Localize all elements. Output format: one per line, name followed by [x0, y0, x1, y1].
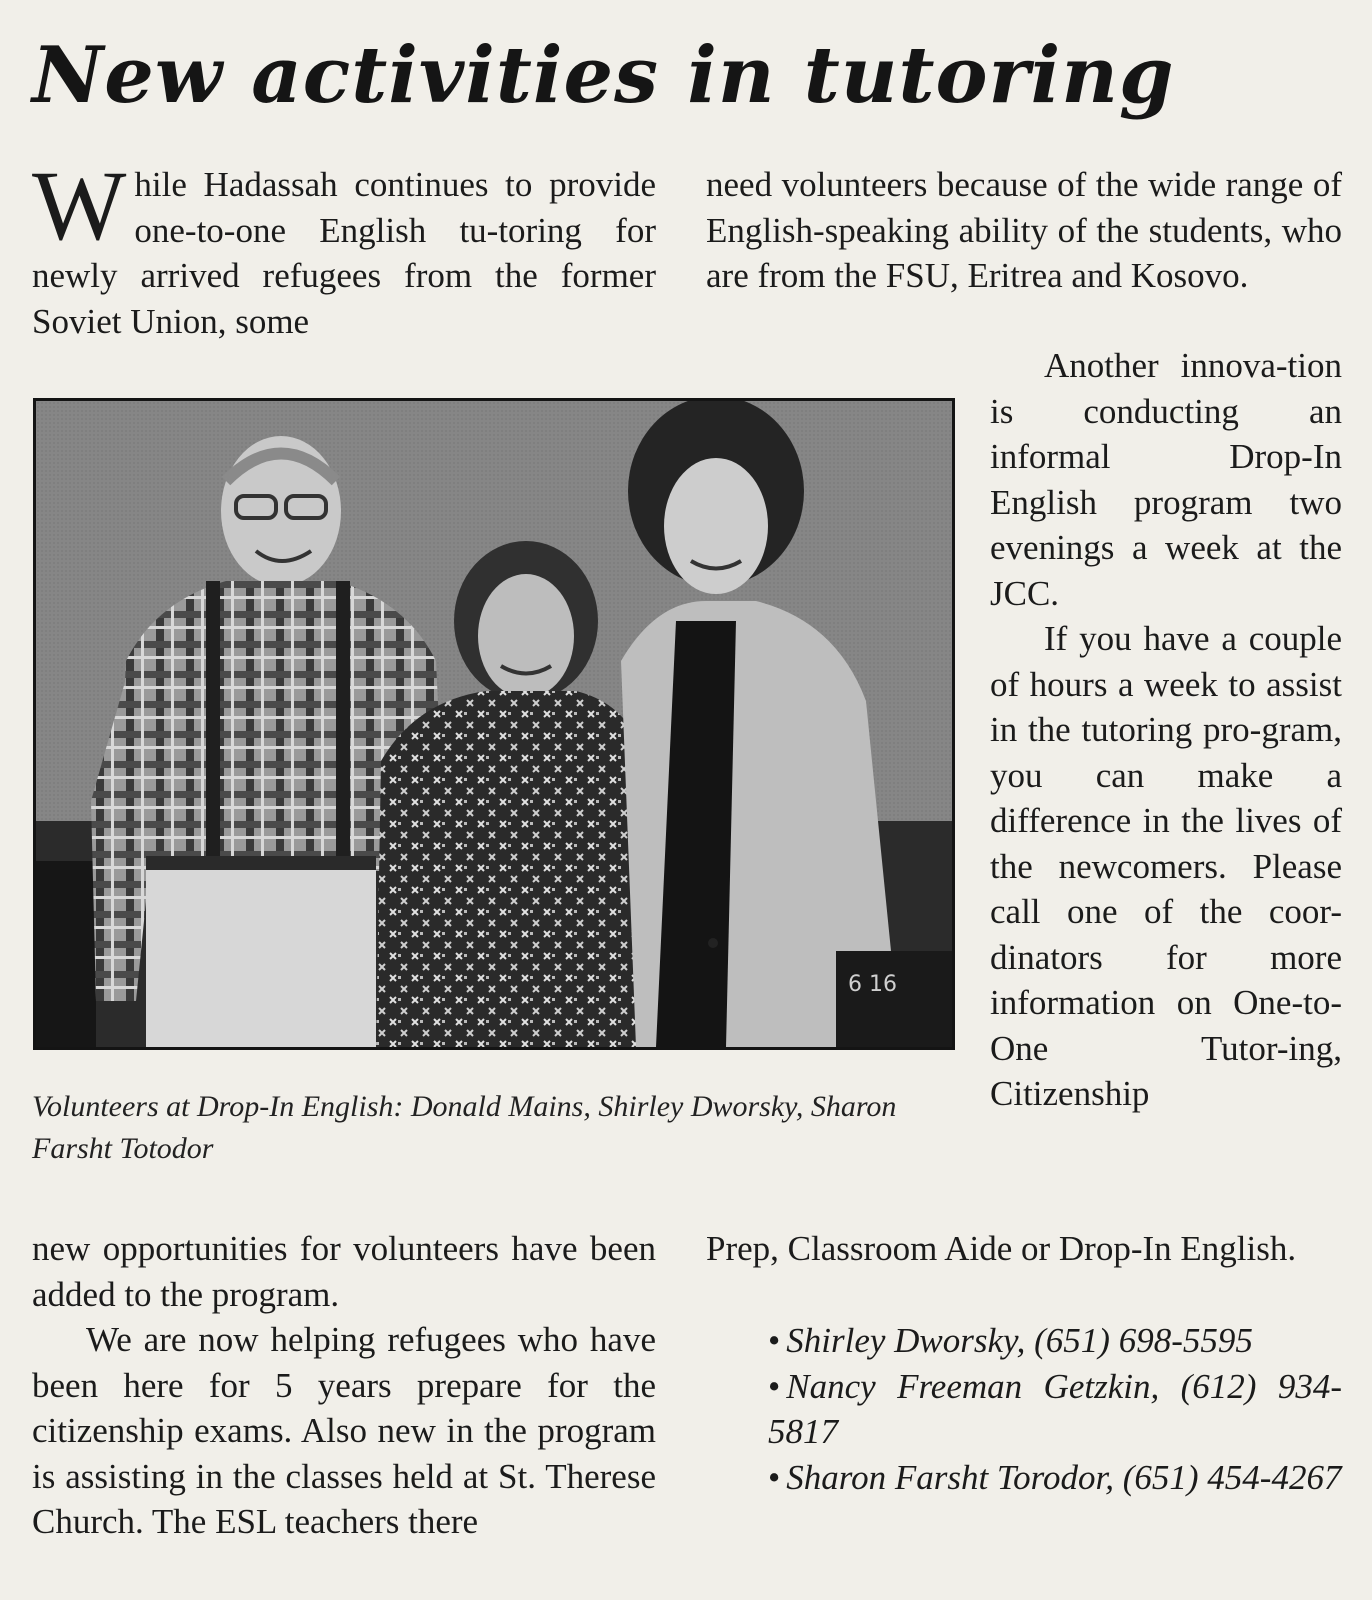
opportunities-paragraph: new opportunities for volunteers have been added to the program. [32, 1229, 656, 1314]
contact-item: • Nancy Freeman Getzkin, (612) 934-5817 [716, 1364, 1342, 1455]
contact-item: • Shirley Dworsky, (651) 698-5595 [716, 1318, 1342, 1364]
column2-bottom-paragraph: Prep, Classroom Aide or Drop-In English. [706, 1229, 1297, 1268]
citizenship-paragraph: We are now helping refugees who have been here for 5 years prepare for the citizenship exams. Also new in the program is assisting in the classes held at St. Therese Church. The ESL teachers there [32, 1320, 656, 1541]
coordinator-contact-list [716, 1318, 1342, 1500]
volunteers-photo [33, 398, 955, 1050]
drop-cap: W [32, 150, 127, 261]
contact-item: • Sharon Farsht Torodor, (651) 454-4267 [716, 1455, 1342, 1501]
intro-text: hile Hadassah continues to provide one-to-one English tu-toring for newly arrived refugees from the former Soviet Union, some [32, 165, 656, 341]
innovation-paragraph: Another innova-tion is conducting an informal Drop-In English program two evenings a week at the JCC. [990, 346, 1342, 613]
intro-paragraph [32, 150, 656, 344]
call-to-action-paragraph: If you have a couple of hours a week to assist in the tutoring pro-gram, you can make a difference in the lives of the newcomers. Please call one of the coor-dinators for more information on One-to-One Tutor-ing, Citizenship [990, 619, 1342, 1113]
article-headline: New activities in tutoring [32, 30, 1175, 121]
column2-top-paragraph: need volunteers because of the wide range of English-speaking ability of the students, who are from the FSU, Eritrea and Kosovo. [706, 165, 1342, 295]
svg-text:6 16: 6 16 [848, 972, 897, 997]
photo-caption: Volunteers at Drop-In English: Donald Mains, Shirley Dworsky, Sharon Farsht Totodor [32, 1090, 897, 1165]
